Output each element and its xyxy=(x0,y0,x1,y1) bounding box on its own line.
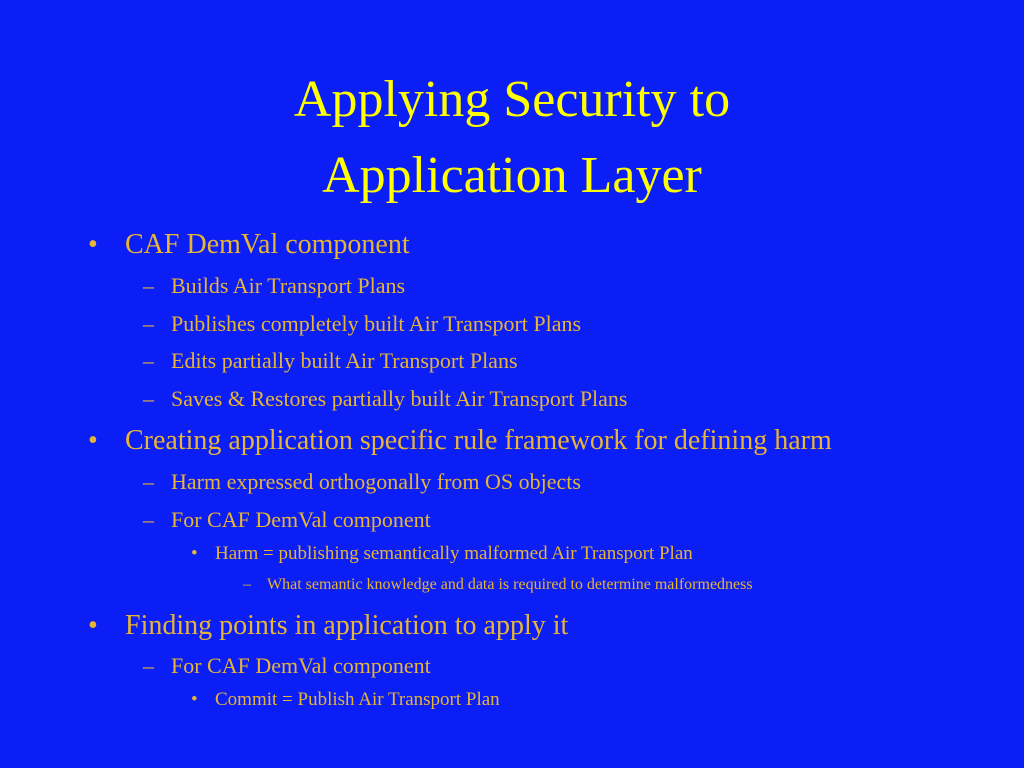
bullet-text: Finding points in application to apply it xyxy=(125,610,569,641)
sub-bullet-edits xyxy=(143,348,518,374)
bullet-caf-demval xyxy=(88,228,410,262)
sub-bullet-text: Saves & Restores partially built Air Transport Plans xyxy=(171,386,628,411)
sub-bullet-for-caf-demval xyxy=(143,507,431,533)
sub-sub-bullet-marker: • xyxy=(191,543,198,564)
level4-bullet-marker: – xyxy=(243,576,251,593)
sub-bullet-marker: – xyxy=(143,273,154,298)
sub-bullet-for-caf-demval-2 xyxy=(143,653,431,679)
sub-bullet-text: Publishes completely built Air Transport Plans xyxy=(171,311,582,336)
bullet-rule-framework xyxy=(88,424,832,458)
slide-title-line-1: Applying Security to xyxy=(293,71,731,128)
sub-bullet-marker: – xyxy=(143,311,154,336)
sub-bullet-saves-restores xyxy=(143,386,628,412)
bullet-finding-points xyxy=(88,609,569,643)
sub-bullet-builds xyxy=(143,273,406,299)
sub-bullet-text: For CAF DemVal component xyxy=(171,507,431,532)
sub-bullet-marker: – xyxy=(143,386,154,411)
sub-bullet-marker: – xyxy=(143,507,154,532)
sub-sub-bullet-harm-publishing xyxy=(191,542,693,566)
level4-bullet-semantic-knowledge xyxy=(243,575,753,595)
sub-bullet-text: For CAF DemVal component xyxy=(171,653,431,678)
sub-bullet-marker: – xyxy=(143,653,154,678)
level4-bullet-text: What semantic knowledge and data is required to determine malformedness xyxy=(267,576,753,593)
sub-sub-bullet-commit xyxy=(191,688,500,712)
bullet-text: CAF DemVal component xyxy=(125,229,410,260)
sub-bullet-marker: – xyxy=(143,469,154,494)
sub-sub-bullet-text: Commit = Publish Air Transport Plan xyxy=(215,689,500,710)
sub-sub-bullet-marker: • xyxy=(191,689,198,710)
sub-bullet-harm-expressed xyxy=(143,469,581,495)
sub-sub-bullet-text: Harm = publishing semantically malformed Air Transport Plan xyxy=(215,543,693,564)
sub-bullet-text: Harm expressed orthogonally from OS objects xyxy=(171,469,581,494)
bullet-marker: • xyxy=(88,425,98,456)
sub-bullet-publishes xyxy=(143,311,582,337)
sub-bullet-text: Builds Air Transport Plans xyxy=(171,273,406,298)
bullet-marker: • xyxy=(88,610,98,641)
slide-title-line-2: Application Layer xyxy=(322,147,702,204)
sub-bullet-marker: – xyxy=(143,348,154,373)
bullet-marker: • xyxy=(88,229,98,260)
bullet-text: Creating application specific rule framework for defining harm xyxy=(125,425,832,456)
sub-bullet-text: Edits partially built Air Transport Plans xyxy=(171,348,518,373)
